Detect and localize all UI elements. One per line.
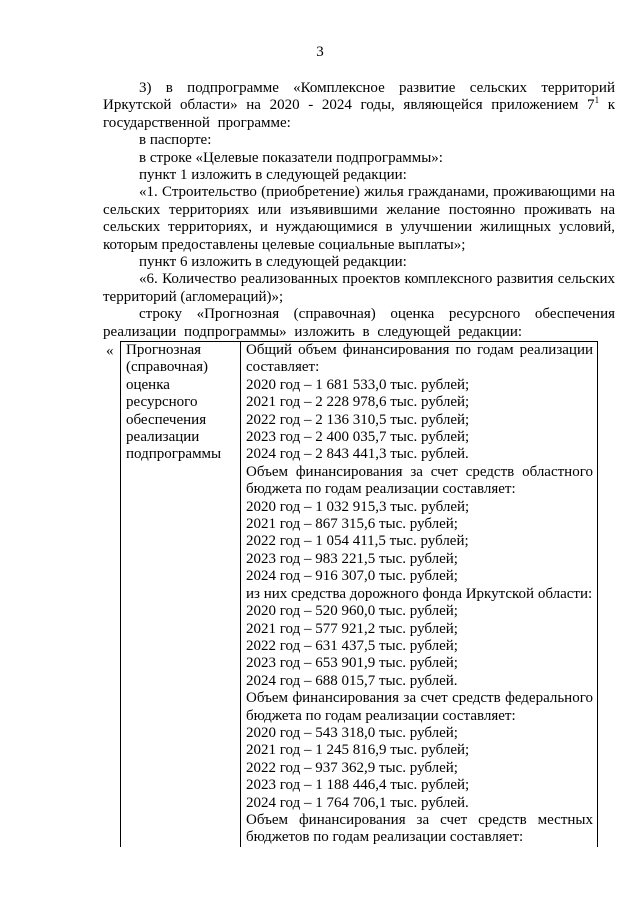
paragraph-point-6-text: «6. Количество реализованных проектов комплексного развития сельских территорий (агломераций)»; <box>103 271 615 305</box>
funding-line: 2023 год – 1 188 446,4 тыс. рублей; <box>246 777 470 794</box>
funding-line: 2023 год – 653 901,9 тыс. рублей; <box>246 655 458 672</box>
funding-line: 2021 год – 2 228 978,6 тыс. рублей; <box>246 394 470 411</box>
funding-line: 2020 год – 543 318,0 тыс. рублей; <box>246 724 458 741</box>
funding-line: 2020 год – 1 681 533,0 тыс. рублей; <box>246 376 470 393</box>
funding-line: 2024 год – 688 015,7 тыс. рублей. <box>246 672 458 689</box>
funding-line: 2023 год – 2 400 035,7 тыс. рублей; <box>246 429 470 446</box>
document-body <box>103 80 615 341</box>
table-row <box>121 342 598 847</box>
superscript: 1 <box>594 95 600 106</box>
funding-line: 2023 год – 983 221,5 тыс. рублей; <box>246 550 458 567</box>
funding-line: 2020 год – 1 032 915,3 тыс. рублей; <box>246 498 470 515</box>
funding-line: 2024 год – 1 764 706,1 тыс. рублей. <box>246 794 469 811</box>
funding-road-fund-heading: из них средства дорожного фонда Иркутской области: <box>246 585 593 602</box>
paragraph-point-1-text: «1. Строительство (приобретение) жилья гражданами, проживающими на сельских территориях или изъявившими желание постоянно проживать на сельских территориях, и нуждающимися в улучшении жилищных условий, которым предоставлены целевые социальные выплаты»; <box>103 184 615 253</box>
table-left-cell: Прогнозная (справочная) оценка ресурсного обеспечения реализации подпрограммы <box>121 342 241 847</box>
funding-line: 2021 год – 577 921,2 тыс. рублей; <box>246 620 458 637</box>
paragraph-point-6: пункт 6 изложить в следующей редакции: <box>139 254 407 271</box>
funding-line: 2022 год – 1 054 411,5 тыс. рублей; <box>246 533 469 550</box>
paragraph-subprogram: 3) в подпрограмме «Комплексное развитие сельских территорий Иркутской области» на 2020 - 2024 годы, являющейся приложением $7^1$ к государственной программе: <box>103 80 615 131</box>
paragraph-point-1: пункт 1 изложить в следующей редакции: <box>139 167 407 184</box>
table-right-cell <box>241 342 598 847</box>
funding-line: 2024 год – 916 307,0 тыс. рублей; <box>246 568 458 585</box>
funding-line: 2022 год – 631 437,5 тыс. рублей; <box>246 637 458 654</box>
funding-total-heading: Общий объем финансирования по годам реализации составляет: <box>246 342 593 376</box>
funding-line: 2021 год – 1 245 816,9 тыс. рублей; <box>246 742 470 759</box>
page-number: 3 <box>316 44 324 60</box>
funding-line: 2024 год – 2 843 441,3 тыс. рублей. <box>246 446 469 463</box>
table-open-quote: « <box>106 343 114 359</box>
funding-federal-heading: Объем финансирования за счет средств федерального бюджета по годам реализации составляет: <box>246 690 593 724</box>
funding-line: 2021 год – 867 315,6 тыс. рублей; <box>246 516 458 533</box>
funding-line: 2022 год – 937 362,9 тыс. рублей; <box>246 759 458 776</box>
funding-regional-heading: Объем финансирования за счет средств областного бюджета по годам реализации составляет: <box>246 463 593 498</box>
forecast-table <box>120 341 598 847</box>
funding-local-heading: Объем финансирования за счет средств местных бюджетов по годам реализации составляет: <box>246 811 593 846</box>
funding-line: 2020 год – 520 960,0 тыс. рублей; <box>246 603 458 620</box>
paragraph-row-targets: в строке «Целевые показатели подпрограммы»: <box>139 149 443 166</box>
funding-line: 2022 год – 2 136 310,5 тыс. рублей; <box>246 411 470 428</box>
paragraph-passport: в паспорте: <box>139 132 212 149</box>
paragraph-row-forecast: строку «Прогнозная (справочная) оценка ресурсного обеспечения реализации подпрограммы» изложить в следующей редакции: <box>103 306 615 340</box>
